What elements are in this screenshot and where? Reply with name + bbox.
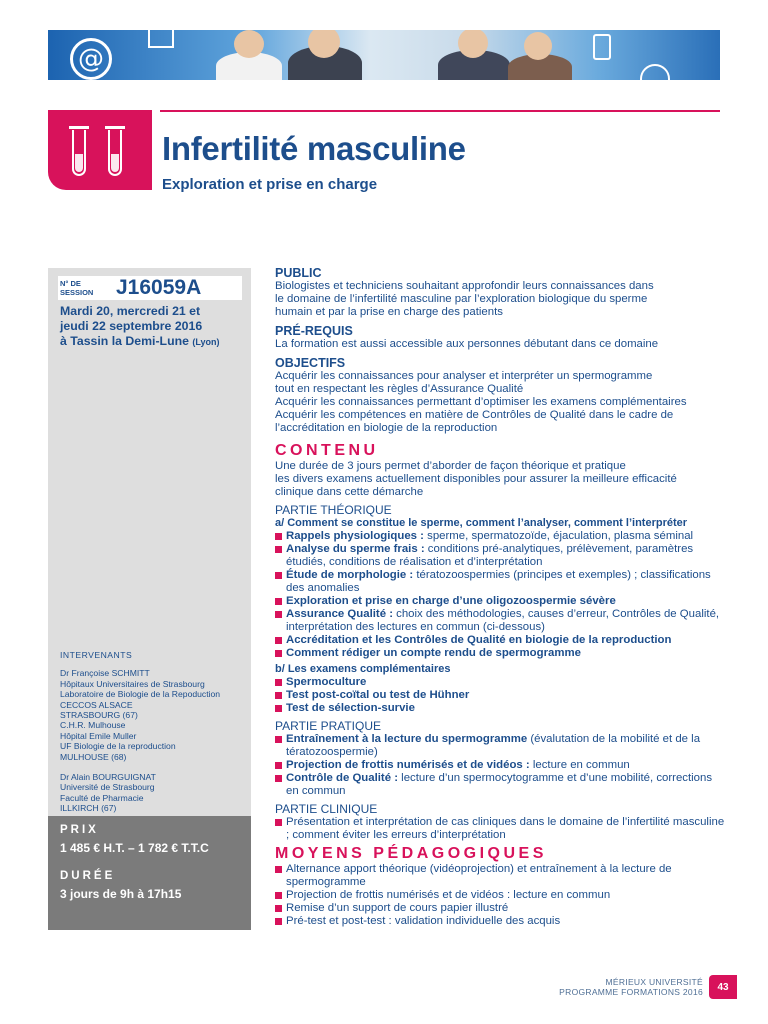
list-item — [275, 569, 725, 595]
text-line: l’accréditation en biologie de la reproduction — [275, 422, 498, 434]
session-code: J16059A — [116, 276, 202, 299]
main-content — [275, 266, 725, 928]
theorique-list-a — [275, 530, 725, 660]
list-item: Alternance apport théorique (vidéoprojection) et entraînement à la lecture de spermogramme — [275, 863, 725, 889]
text-line: Faculté de Pharmacie — [60, 792, 144, 803]
test-tubes-icon — [48, 110, 152, 190]
duration-value: 3 jours de 9h à 17h15 — [60, 887, 182, 901]
list-item-bold: Test de sélection-survie — [286, 702, 415, 714]
text-line: ILLKIRCH (67) — [60, 803, 117, 814]
price-value: 1 485 € H.T. – 1 782 € T.T.C — [60, 841, 209, 855]
text-line: humain et par la prise en charge des patients — [275, 306, 503, 318]
public-text — [275, 280, 725, 319]
clinique-heading: PARTIE CLINIQUE — [275, 802, 378, 816]
list-item: Projection de frottis numérisés et de vidéos : lecture en commun — [275, 889, 725, 902]
moyens-list — [275, 863, 725, 928]
list-item-bold: Contrôle de Qualité : — [286, 772, 399, 784]
list-item-bold: Test post-coïtal ou test de Hühner — [286, 689, 470, 701]
list-item-bold: Projection de frottis numérisés et de vidéos : — [286, 759, 530, 771]
list-item-text: sperme, spermatozoïde, éjaculation, plasma séminal — [423, 530, 694, 542]
list-item-bold: Exploration et prise en charge d’une oligozoospermie sévère — [286, 595, 616, 607]
list-item: Pré-test et post-test : validation individuelle des acquis — [275, 915, 725, 928]
list-item-bold: Accréditation et les Contrôles de Qualité en biologie de la reproduction — [286, 634, 672, 646]
text-line: Université de Strasbourg — [60, 782, 155, 793]
list-item — [275, 608, 725, 634]
list-item — [275, 634, 725, 647]
text-line: Acquérir les compétences en matière de Contrôles de Qualité dans le cadre de — [275, 409, 674, 421]
at-sign-icon: @ — [70, 38, 112, 80]
page-subtitle: Exploration et prise en charge — [162, 176, 378, 193]
list-item — [275, 816, 725, 842]
list-item-bold: Assurance Qualité : — [286, 608, 393, 620]
list-item-bold: Entraînement à la lecture du spermogramme — [286, 733, 528, 745]
list-item-bold: Étude de morphologie : — [286, 569, 414, 581]
globe-icon — [640, 64, 670, 80]
text-line: Laboratoire de Biologie de la Repoduction — [60, 689, 221, 700]
list-item-bold: Rappels physiologiques : — [286, 530, 424, 542]
text-line: Acquérir les connaissances permettant d’optimiser les examens complémentaires — [275, 396, 687, 408]
text-line: STRASBOURG (67) — [60, 710, 138, 721]
pratique-heading: PARTIE PRATIQUE — [275, 719, 382, 733]
text-line: MULHOUSE (68) — [60, 751, 127, 762]
list-item — [275, 543, 725, 569]
list-item — [275, 595, 725, 608]
person-head — [524, 32, 552, 60]
text-line: Dr Alain BOURGUIGNAT — [60, 772, 156, 783]
intervenant-group-1 — [60, 668, 250, 762]
theorique-list-b — [275, 676, 725, 715]
info-sidebar — [48, 268, 251, 816]
text-line: Acquérir les connaissances pour analyser et interpréter un spermogramme — [275, 370, 653, 382]
text-line: les divers examens actuellement disponibles pour assurer la meilleure efficacité — [275, 473, 677, 485]
list-item — [275, 689, 725, 702]
pratique-list — [275, 733, 725, 798]
text-line: le domaine de l’infertilité masculine par l’exploration biologique du sperme — [275, 293, 648, 305]
person-head — [234, 30, 264, 58]
intervenants-heading: INTERVENANTS — [60, 650, 133, 660]
list-item: Remise d’un support de cours papier illustré — [275, 902, 725, 915]
objectifs-heading: OBJECTIFS — [275, 356, 346, 370]
text-line: La formation est aussi accessible aux personnes débutant dans ce domaine — [275, 338, 659, 350]
contenu-heading: CONTENU — [275, 442, 379, 459]
text-line: CECCOS ALSACE — [60, 699, 133, 710]
list-item-text: choix des méthodologies, causes d’erreur, Contrôles de Qualité, interprétation des lectures en commun (ci-dessous) — [286, 608, 720, 633]
clinique-list — [275, 816, 725, 842]
list-item — [275, 530, 725, 543]
prerequis-text — [275, 338, 725, 351]
list-item — [275, 702, 725, 715]
price-label: PRIX — [60, 824, 99, 836]
page-number: 43 — [709, 975, 737, 999]
list-item-text: (évalutation de la mobilité et de la tératozoospermie) — [286, 733, 701, 758]
header-banner — [48, 30, 720, 80]
list-item-text: conditions pré-analytiques, prélèvement, paramètres étudiés, conditions de réalisation et d’interprétation — [286, 543, 694, 568]
objectifs-text — [275, 370, 725, 435]
text-line: Hôpital Emile Muller — [60, 730, 137, 741]
text-line: UF Biologie de la reproduction — [60, 741, 176, 752]
duration-label: DURÉE — [60, 870, 116, 882]
list-item-text: tératozoospermies (principes et exemples) ; classifications des anomalies — [286, 569, 711, 594]
footer: MÉRIEUX UNIVERSITÉ PROGRAMME FORMATIONS 2016 — [559, 977, 703, 997]
session-box — [58, 276, 242, 300]
text-line: Une durée de 3 jours permet d’aborder de façon théorique et pratique — [275, 460, 626, 472]
public-heading: PUBLIC — [275, 266, 322, 280]
title-divider — [160, 110, 720, 112]
theorique-sub-a: a/ Comment se constitue le sperme, comment l’analyser, comment l’interpréter — [275, 517, 688, 529]
list-item-text: lecture en commun — [529, 759, 630, 771]
theorique-sub-b: b/ Les examens complémentaires — [275, 663, 451, 675]
theorique-heading: PARTIE THÉORIQUE — [275, 503, 392, 517]
list-item — [275, 676, 725, 689]
session-label: N° DE SESSION — [60, 279, 94, 297]
phone-icon — [593, 34, 611, 60]
text-line: Dr Françoise SCHMITT — [60, 668, 150, 679]
text-line: clinique dans cette démarche — [275, 486, 424, 498]
contenu-intro — [275, 460, 725, 499]
intervenants — [60, 650, 250, 814]
text-line: Biologistes et techniciens souhaitant approfondir leurs connaissances dans — [275, 280, 654, 292]
list-item — [275, 772, 725, 798]
prerequis-heading: PRÉ-REQUIS — [275, 324, 353, 338]
list-item — [275, 759, 725, 772]
list-item-bold: Analyse du sperme frais : — [286, 543, 425, 555]
list-item-bold: Spermoculture — [286, 676, 367, 688]
page-title: Infertilité masculine — [162, 130, 466, 167]
text-line: tout en respectant les règles d’Assurance Qualité — [275, 383, 524, 395]
list-item-text: Présentation et interprétation de cas cliniques dans le domaine de l’infertilité masculine ; comment éviter les erreurs d’interprétation — [286, 816, 725, 841]
intervenant-group-2 — [60, 772, 250, 814]
list-item — [275, 647, 725, 660]
session-dates: Mardi 20, mercredi 21 et jeudi 22 septembre 2016 à Tassin la Demi-Lune (Lyon) — [60, 304, 220, 348]
list-item-bold: Comment rédiger un compte rendu de spermogramme — [286, 647, 581, 659]
document-icon — [148, 30, 174, 48]
list-item-text: lecture d’un spermocytogramme et d’une mobilité, corrections en commun — [286, 772, 713, 797]
text-line: C.H.R. Mulhouse — [60, 720, 126, 731]
text-line: Hôpitaux Universitaires de Strasbourg — [60, 678, 205, 689]
pricing-box — [48, 816, 251, 930]
list-item — [275, 733, 725, 759]
moyens-heading: MOYENS PÉDAGOGIQUES — [275, 845, 547, 862]
